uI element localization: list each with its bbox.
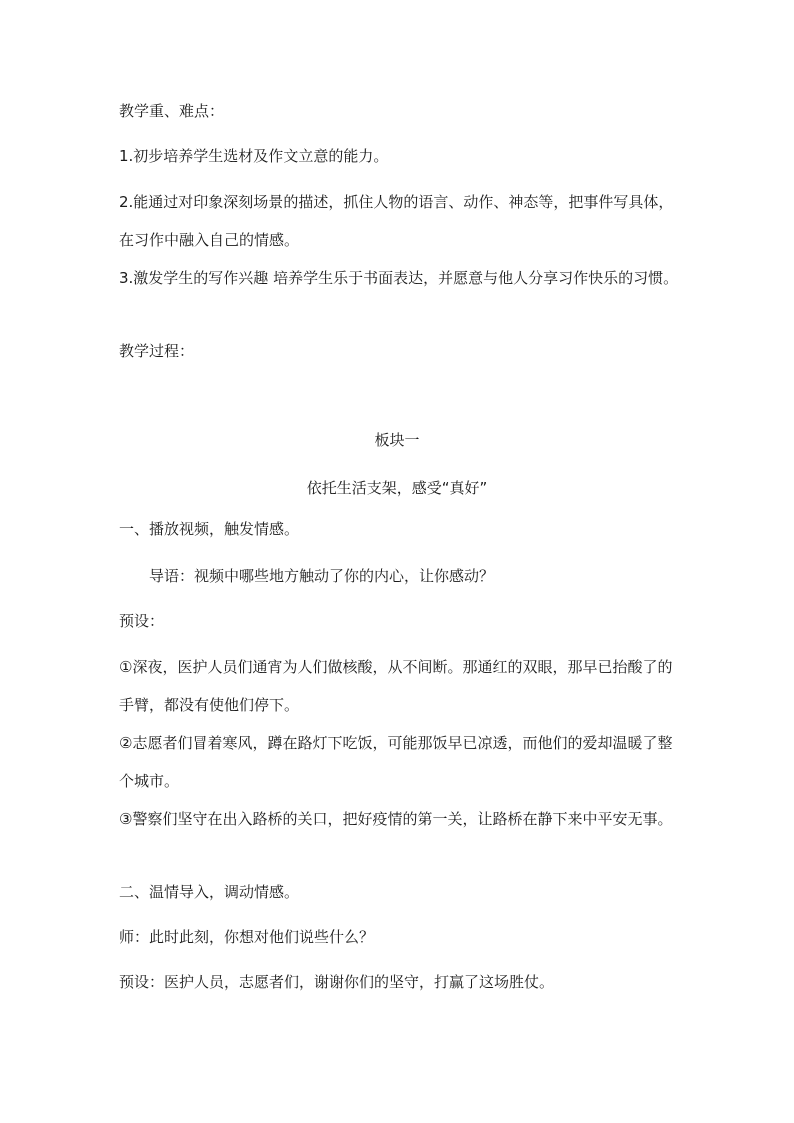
preset-3: ③警察们坚守在出入路桥的关口，把好疫情的第一关，让路桥在静下来中平安无事。: [119, 810, 673, 828]
goal-1: 1.初步培养学生选材及作文立意的能力。: [119, 147, 389, 165]
step-1: 一、播放视频，触发情感。: [119, 520, 300, 538]
goal-3: 3.激发学生的写作兴趣 培养学生乐于书面表达，并愿意与他人分享习作快乐的习惯。: [119, 269, 679, 287]
step-2: 二、温情导入，调动情感。: [119, 883, 300, 901]
preset-2: ②志愿者们冒着寒风，蹲在路灯下吃饭，可能那饭早已凉透，而他们的爱却温暖了整个城市。: [119, 734, 673, 790]
heading-focus: 教学重、难点：: [119, 102, 225, 120]
preset-answer: 预设：医护人员，志愿者们，谢谢你们的坚守，打赢了这场胜仗。: [119, 973, 555, 991]
block-subtitle: 依托生活支架，感受“真好”: [306, 479, 488, 497]
teacher-question: 师：此时此刻，你想对他们说些什么？: [119, 928, 375, 946]
heading-process: 教学过程：: [119, 342, 195, 360]
preset-1: ①深夜，医护人员们通宵为人们做核酸，从不间断。那通红的双眼，那早已抬酸了的手臂，都没有使他们停下。: [119, 658, 673, 714]
goal-2: 2.能通过对印象深刻场景的描述，抓住人物的语言、动作、神态等，把事件写具体，在习作中融入自己的情感。: [119, 193, 674, 249]
guide-text: 导语：视频中哪些地方触动了你的内心，让你感动？: [149, 567, 495, 585]
block-title: 板块一: [374, 431, 420, 449]
preset-label: 预设：: [119, 612, 165, 630]
